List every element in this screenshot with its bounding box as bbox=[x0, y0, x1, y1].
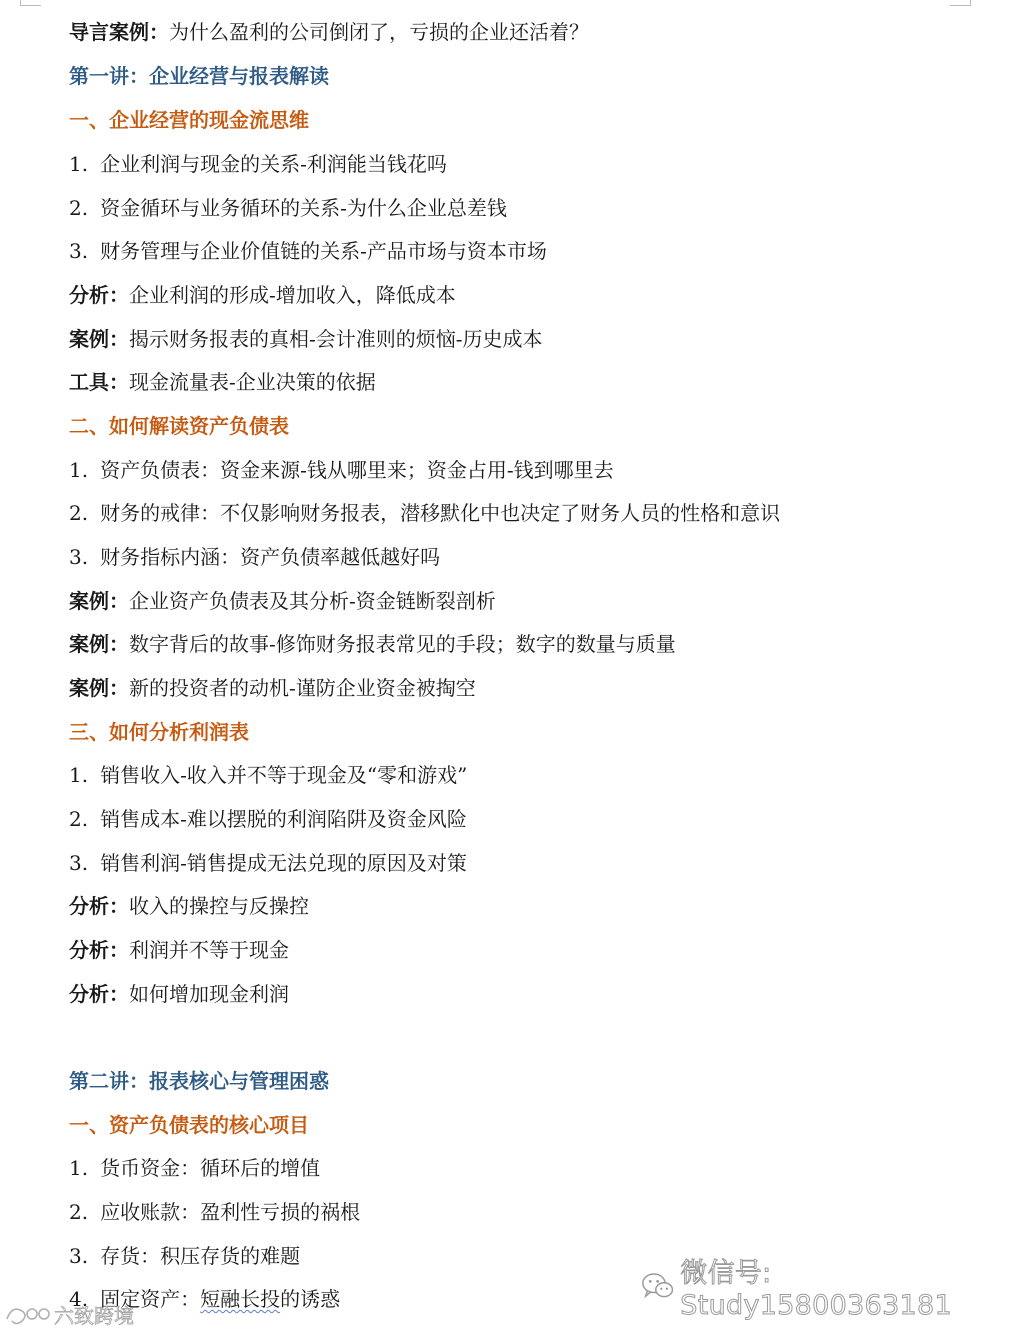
intro-text: 为什么盈利的公司倒闭了，亏损的企业还活着？ bbox=[169, 20, 589, 44]
intro-case bbox=[69, 18, 589, 46]
lecture-1-title: 第一讲：企业经营与报表解读 bbox=[69, 64, 329, 88]
note-item: 案例：企业资产负债表及其分析-资金链断裂剖析 bbox=[69, 589, 496, 613]
brand-logo-icon bbox=[4, 1301, 52, 1329]
section-1-1-title: 一、企业经营的现金流思维 bbox=[69, 108, 309, 132]
wechat-icon bbox=[641, 1270, 674, 1302]
list-item: 3. 财务管理与企业价值链的关系-产品市场与资本市场 bbox=[69, 239, 547, 263]
lecture-2-title: 第二讲：报表核心与管理困惑 bbox=[69, 1069, 329, 1093]
list-item: 2. 销售成本-难以摆脱的利润陷阱及资金风险 bbox=[69, 807, 467, 831]
note-item: 案例：数字背后的故事-修饰财务报表常见的手段；数字的数量与质量 bbox=[69, 632, 676, 656]
list-item: 4. 固定资产：短融长投的诱惑 bbox=[69, 1287, 341, 1311]
section-2-1-title: 一、资产负债表的核心项目 bbox=[69, 1113, 309, 1137]
note-item: 分析：企业利润的形成-增加收入，降低成本 bbox=[69, 283, 456, 307]
page-corner-mark-right bbox=[950, 0, 971, 6]
section-1-3-title: 三、如何分析利润表 bbox=[69, 720, 249, 744]
note-item: 案例：新的投资者的动机-谨防企业资金被掏空 bbox=[69, 676, 476, 700]
page-corner-mark-left bbox=[20, 0, 41, 6]
note-item: 分析：利润并不等于现金 bbox=[69, 938, 289, 962]
brand-watermark-text: 六致跨境 bbox=[54, 1304, 134, 1328]
intro-label: 导言案例： bbox=[69, 20, 169, 44]
wechat-id: 微信号: Study15800363181 bbox=[680, 1258, 952, 1321]
note-item: 分析：收入的操控与反操控 bbox=[69, 894, 309, 918]
list-item: 2. 资金循环与业务循环的关系-为什么企业总差钱 bbox=[69, 196, 507, 220]
list-item: 1. 企业利润与现金的关系-利润能当钱花吗 bbox=[69, 152, 447, 176]
list-item: 1. 资产负债表：资金来源-钱从哪里来；资金占用-钱到哪里去 bbox=[69, 458, 614, 482]
note-item: 工具：现金流量表-企业决策的依据 bbox=[69, 370, 376, 394]
note-item: 案例：揭示财务报表的真相-会计准则的烦恼-历史成本 bbox=[69, 327, 543, 351]
wechat-watermark bbox=[641, 1258, 1024, 1321]
brand-watermark bbox=[4, 1300, 134, 1329]
list-item: 1. 销售收入-收入并不等于现金及“零和游戏” bbox=[69, 763, 468, 787]
list-item: 2. 财务的戒律：不仅影响财务报表，潜移默化中也决定了财务人员的性格和意识 bbox=[69, 501, 781, 525]
list-item: 1. 货币资金：循环后的增值 bbox=[69, 1156, 321, 1180]
note-item: 分析：如何增加现金利润 bbox=[69, 982, 289, 1006]
list-item: 3. 财务指标内涵：资产负债率越低越好吗 bbox=[69, 545, 441, 569]
spellcheck-underline: 短融长投 bbox=[200, 1287, 281, 1311]
list-item: 3. 销售利润-销售提成无法兑现的原因及对策 bbox=[69, 851, 467, 875]
list-item: 2. 应收账款：盈利性亏损的祸根 bbox=[69, 1200, 361, 1224]
section-1-2-title: 二、如何解读资产负债表 bbox=[69, 414, 289, 438]
list-item: 3. 存货：积压存货的难题 bbox=[69, 1244, 301, 1268]
